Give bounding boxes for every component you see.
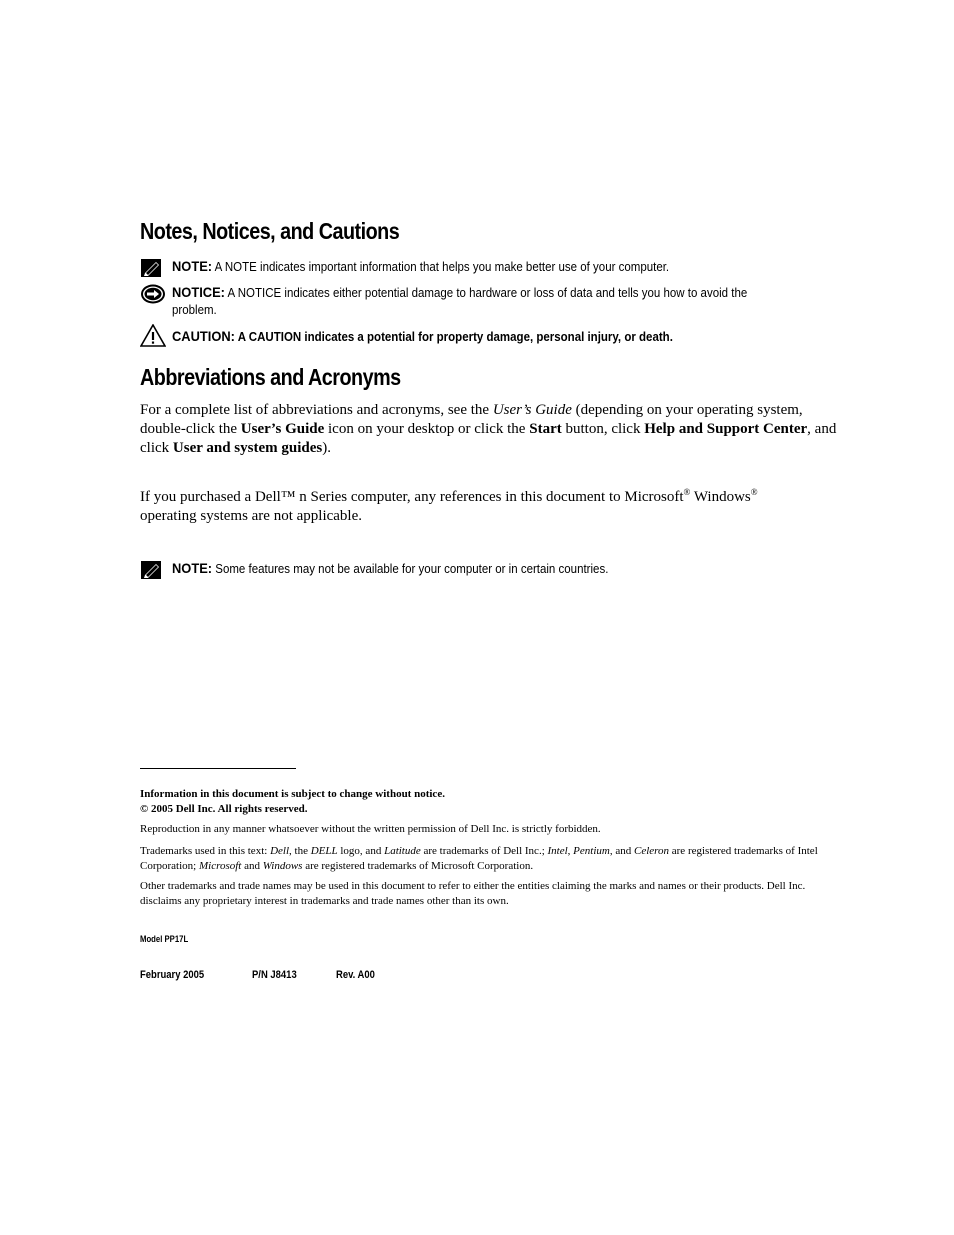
- note-text: Some features may not be available for your computer or in certain countries.: [212, 562, 609, 576]
- other-trademarks-text: Other trademarks and trade names may be used in this document to refer to either the entities claiming the marks and names or their products. Dell Inc. disclaims any proprietary interest in trademarks and trade names other than its own.: [140, 880, 806, 907]
- notice-text: A NOTICE indicates either potential damage to hardware or loss of data and tells you how to avoid the problem.: [172, 286, 748, 317]
- section-heading-notes: Notes, Notices, and Cautions: [140, 218, 400, 244]
- legal-line-change: Information in this document is subject to change without notice.: [140, 788, 445, 800]
- caution-triangle-icon: [140, 324, 166, 346]
- trademarks-text: Trademarks used in this text: Dell, the DELL logo, and Latitude are trademarks of Dell Inc.; Intel, Pentium, and Celeron are registered trademarks of Intel Corporation; Microsoft and Windows are registered trademarks of Microsoft Corporation.: [140, 845, 818, 872]
- pencil-note-icon: [140, 258, 166, 280]
- legal-line-copyright: © 2005 Dell Inc. All rights reserved.: [140, 803, 308, 815]
- revision: Rev. A00: [336, 969, 375, 981]
- caution-label: CAUTION:: [172, 328, 235, 344]
- note-label: NOTE:: [172, 258, 213, 274]
- caution-callout: [140, 324, 830, 348]
- notice-callout: [140, 284, 830, 320]
- pencil-note-icon: [140, 560, 166, 582]
- section-heading-abbreviations: Abbreviations and Acronyms: [140, 364, 401, 390]
- model-number: Model PP17L: [140, 934, 189, 944]
- part-number: P/N J8413: [252, 969, 297, 981]
- n-series-paragraph: If you purchased a Dell™ n Series computer, any references in this document to Microsoft® Windows® operating systems are not applicable.: [140, 487, 758, 524]
- notice-arrow-icon: [140, 284, 166, 306]
- note-callout: [140, 258, 830, 278]
- note-text: A NOTE indicates important information that helps you make better use of your computer.: [212, 260, 670, 274]
- notice-label: NOTICE:: [172, 284, 225, 300]
- abbreviations-paragraph: For a complete list of abbreviations and acronyms, see the User’s Guide (depending on your operating system, double-click the User’s Guide icon on your desktop or click the Start button, click Help and Support Center, and click User and system guides).: [140, 402, 837, 456]
- note-label: NOTE:: [172, 560, 213, 576]
- caution-text: A CAUTION indicates a potential for property damage, personal injury, or death.: [234, 330, 673, 344]
- publication-date: February 2005: [140, 969, 205, 981]
- reproduction-text: Reproduction in any manner whatsoever without the written permission of Dell Inc. is strictly forbidden.: [140, 823, 601, 835]
- legal-notice: [140, 787, 844, 817]
- note-callout-features: [140, 560, 830, 580]
- divider: [140, 768, 296, 769]
